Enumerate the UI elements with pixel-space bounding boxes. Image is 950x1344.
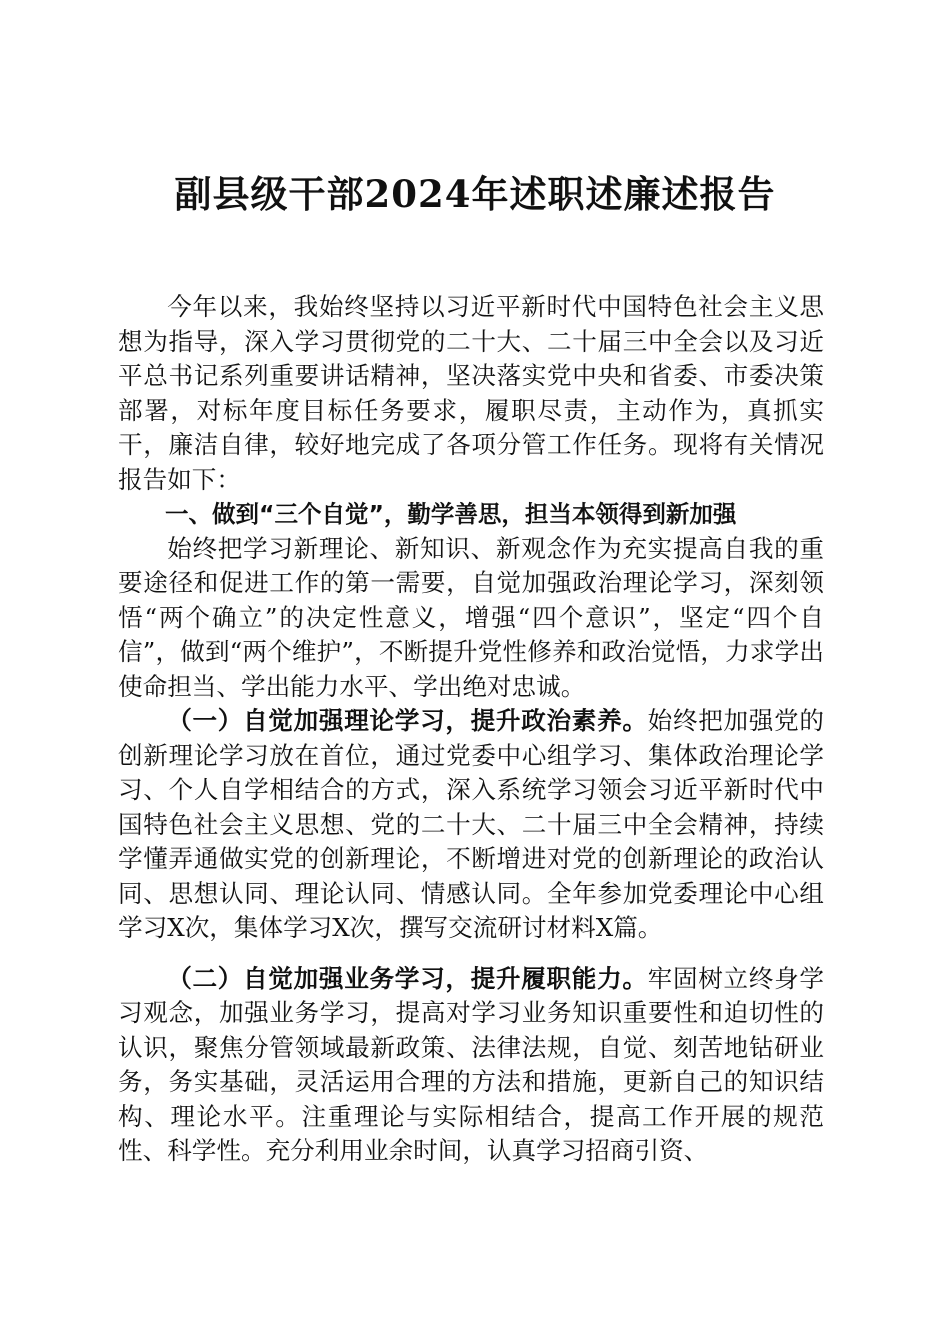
subsection-1-text: 始终把加强党的创新理论学习放在首位，通过党委中心组学习、集体政治理论学习、个人自学相结合的方式，深入系统学习领会习近平新时代中国特色社会主义思想、党的二十大、二十届三中全会精神，持续学懂弄通做实党的创新理论，不断增进对党的创新理论的政治认同、思想认同、理论认同、情感认同。全年参加党委理论中心组学习X次，集体学习X次，撰写交流研讨材料X篇。 — [118, 706, 824, 942]
section-1-heading: 一、做到“三个自觉”，勤学善思，担当本领得到新加强 — [165, 500, 737, 528]
section-1-paragraph: 始终把学习新理论、新知识、新观念作为充实提高自我的重要途径和促进工作的第一需要，自觉加强政治理论学习，深刻领悟“两个确立”的决定性意义，增强“四个意识”，坚定“四个自信”，做到“两个维护”，不断提升党性修养和政治觉悟，力求学出使命担当、学出能力水平、学出绝对忠诚。 — [118, 533, 824, 701]
subsection-1-paragraph — [118, 704, 824, 946]
document-body — [118, 290, 824, 1169]
page-title: 副县级干部2024年述职述廉述报告 — [174, 172, 776, 216]
subsection-1-heading: （一）自觉加强理论学习，提升政治素养。 — [167, 706, 648, 735]
intro-paragraph: 今年以来，我始终坚持以习近平新时代中国特色社会主义思想为指导，深入学习贯彻党的二十大、二十届三中全会以及习近平总书记系列重要讲话精神，坚决落实党中央和省委、市委决策部署，对标年度目标任务要求，履职尽责，主动作为，真抓实干，廉洁自律，较好地完成了各项分管工作任务。现将有关情况报告如下： — [118, 292, 824, 494]
subsection-2-text: 牢固树立终身学习观念，加强业务学习，提高对学习业务知识重要性和迫切性的认识，聚焦分管领域最新政策、法律法规，自觉、刻苦地钻研业务，务实基础，灵活运用合理的方法和措施，更新自己的知识结构、理论水平。注重理论与实际相结合，提高工作开展的规范性、科学性。充分利用业余时间，认真学习招商引资、 — [118, 963, 824, 1165]
subsection-2-paragraph — [118, 962, 824, 1169]
paragraph-gap — [118, 946, 824, 962]
subsection-2-heading: （二）自觉加强业务学习，提升履职能力。 — [167, 963, 648, 993]
